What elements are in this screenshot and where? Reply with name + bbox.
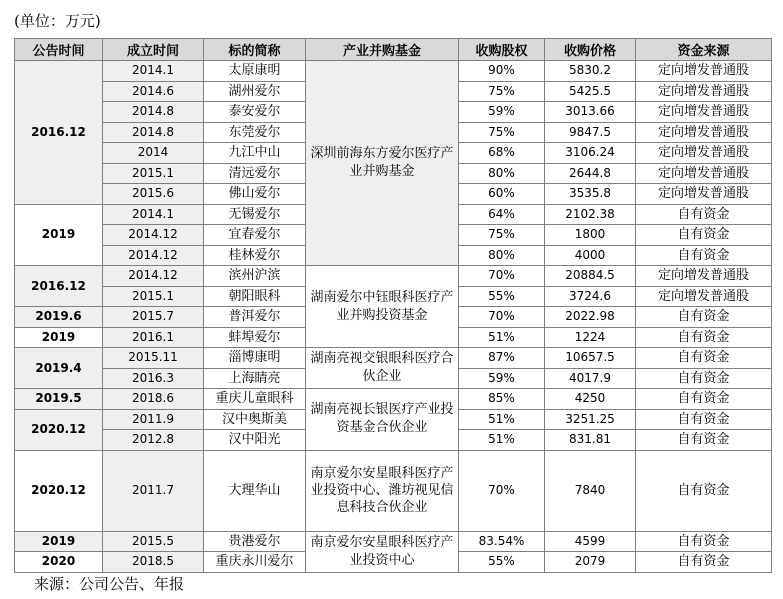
target-cell: 大理华山 [204, 450, 306, 531]
target-cell: 重庆儿童眼科 [204, 389, 306, 410]
price-cell: 20884.5 [545, 266, 636, 287]
funding-cell: 定向增发普通股 [636, 266, 772, 287]
stake-cell: 90% [459, 61, 545, 82]
price-cell: 4250 [545, 389, 636, 410]
pub-date-cell: 2019.5 [15, 389, 103, 410]
header-row [15, 39, 772, 61]
stake-cell: 87% [459, 348, 545, 369]
funding-cell: 定向增发普通股 [636, 81, 772, 102]
est-date-cell: 2014.6 [103, 81, 204, 102]
fund-cell: 湖南爱尔中钰眼科医疗产业并购投资基金 [306, 266, 459, 348]
price-cell: 3251.25 [545, 409, 636, 430]
pub-date-cell: 2020 [15, 552, 103, 573]
target-cell: 上海睛亮 [204, 368, 306, 389]
target-cell: 东莞爱尔 [204, 122, 306, 143]
pub-date-cell: 2019 [15, 531, 103, 552]
price-cell: 4599 [545, 531, 636, 552]
stake-cell: 59% [459, 102, 545, 123]
pub-date-cell: 2016.12 [15, 266, 103, 307]
est-date-cell: 2014.1 [103, 61, 204, 82]
price-cell: 2102.38 [545, 204, 636, 225]
funding-cell: 定向增发普通股 [636, 286, 772, 307]
target-cell: 汉中奥斯美 [204, 409, 306, 430]
funding-cell: 自有资金 [636, 348, 772, 369]
fund-cell: 南京爱尔安星眼科医疗产业投资中心 [306, 531, 459, 572]
est-date-cell: 2014.8 [103, 122, 204, 143]
fund-cell: 深圳前海东方爱尔医疗产业并购基金 [306, 61, 459, 266]
target-cell: 贵港爱尔 [204, 531, 306, 552]
price-cell: 3724.6 [545, 286, 636, 307]
est-date-cell: 2014.12 [103, 225, 204, 246]
funding-cell: 定向增发普通股 [636, 122, 772, 143]
stake-cell: 75% [459, 225, 545, 246]
stake-cell: 64% [459, 204, 545, 225]
funding-cell: 自有资金 [636, 245, 772, 266]
price-cell: 1224 [545, 327, 636, 348]
target-cell: 桂林爱尔 [204, 245, 306, 266]
stake-cell: 68% [459, 143, 545, 164]
header-price: 收购价格 [545, 39, 636, 61]
funding-cell: 自有资金 [636, 204, 772, 225]
price-cell: 1800 [545, 225, 636, 246]
price-cell: 4000 [545, 245, 636, 266]
target-cell: 蚌埠爱尔 [204, 327, 306, 348]
stake-cell: 70% [459, 266, 545, 287]
table-row [15, 389, 772, 410]
header-est-date: 成立时间 [103, 39, 204, 61]
funding-cell: 自有资金 [636, 389, 772, 410]
funding-cell: 自有资金 [636, 450, 772, 531]
funding-cell: 自有资金 [636, 409, 772, 430]
stake-cell: 51% [459, 409, 545, 430]
pub-date-cell: 2020.12 [15, 409, 103, 450]
table-row [15, 348, 772, 369]
est-date-cell: 2016.1 [103, 327, 204, 348]
est-date-cell: 2015.11 [103, 348, 204, 369]
header-target: 标的简称 [204, 39, 306, 61]
stake-cell: 80% [459, 245, 545, 266]
est-date-cell: 2018.6 [103, 389, 204, 410]
funding-cell: 自有资金 [636, 531, 772, 552]
price-cell: 2644.8 [545, 163, 636, 184]
target-cell: 佛山爱尔 [204, 184, 306, 205]
pub-date-cell: 2019 [15, 204, 103, 266]
stake-cell: 51% [459, 430, 545, 451]
est-date-cell: 2011.9 [103, 409, 204, 430]
table-row [15, 450, 772, 531]
pub-date-cell: 2016.12 [15, 61, 103, 205]
header-fund: 产业并购基金 [306, 39, 459, 61]
funding-cell: 自有资金 [636, 430, 772, 451]
funding-cell: 自有资金 [636, 368, 772, 389]
funding-cell: 定向增发普通股 [636, 143, 772, 164]
price-cell: 9847.5 [545, 122, 636, 143]
table-row [15, 61, 772, 82]
est-date-cell: 2011.7 [103, 450, 204, 531]
price-cell: 2079 [545, 552, 636, 573]
est-date-cell: 2015.1 [103, 286, 204, 307]
target-cell: 泰安爱尔 [204, 102, 306, 123]
target-cell: 太原康明 [204, 61, 306, 82]
stake-cell: 51% [459, 327, 545, 348]
stake-cell: 55% [459, 552, 545, 573]
est-date-cell: 2015.5 [103, 531, 204, 552]
target-cell: 无锡爱尔 [204, 204, 306, 225]
price-cell: 5830.2 [545, 61, 636, 82]
stake-cell: 83.54% [459, 531, 545, 552]
pub-date-cell: 2020.12 [15, 450, 103, 531]
funding-cell: 自有资金 [636, 327, 772, 348]
target-cell: 九江中山 [204, 143, 306, 164]
source-note: 来源：公司公告、年报 [34, 575, 185, 593]
price-cell: 3106.24 [545, 143, 636, 164]
stake-cell: 80% [459, 163, 545, 184]
funding-cell: 定向增发普通股 [636, 184, 772, 205]
target-cell: 淄博康明 [204, 348, 306, 369]
funding-cell: 自有资金 [636, 307, 772, 328]
est-date-cell: 2012.8 [103, 430, 204, 451]
price-cell: 7840 [545, 450, 636, 531]
funding-cell: 定向增发普通股 [636, 61, 772, 82]
est-date-cell: 2014 [103, 143, 204, 164]
target-cell: 宜春爱尔 [204, 225, 306, 246]
pub-date-cell: 2019.6 [15, 307, 103, 328]
est-date-cell: 2018.5 [103, 552, 204, 573]
price-cell: 5425.5 [545, 81, 636, 102]
est-date-cell: 2016.3 [103, 368, 204, 389]
header-funding: 资金来源 [636, 39, 772, 61]
target-cell: 重庆永川爱尔 [204, 552, 306, 573]
target-cell: 朝阳眼科 [204, 286, 306, 307]
price-cell: 831.81 [545, 430, 636, 451]
table-row [15, 266, 772, 287]
funding-cell: 定向增发普通股 [636, 163, 772, 184]
stake-cell: 59% [459, 368, 545, 389]
stake-cell: 60% [459, 184, 545, 205]
fund-cell: 湖南亮视交银眼科医疗合伙企业 [306, 348, 459, 389]
est-date-cell: 2014.12 [103, 266, 204, 287]
pub-date-cell: 2019 [15, 327, 103, 348]
acquisition-table [14, 38, 772, 573]
price-cell: 2022.98 [545, 307, 636, 328]
price-cell: 3535.8 [545, 184, 636, 205]
target-cell: 滨州沪滨 [204, 266, 306, 287]
est-date-cell: 2015.7 [103, 307, 204, 328]
target-cell: 汉中阳光 [204, 430, 306, 451]
stake-cell: 55% [459, 286, 545, 307]
stake-cell: 85% [459, 389, 545, 410]
est-date-cell: 2015.6 [103, 184, 204, 205]
stake-cell: 70% [459, 307, 545, 328]
header-pub-date: 公告时间 [15, 39, 103, 61]
est-date-cell: 2014.1 [103, 204, 204, 225]
target-cell: 普洱爱尔 [204, 307, 306, 328]
stake-cell: 70% [459, 450, 545, 531]
target-cell: 清远爱尔 [204, 163, 306, 184]
unit-note: (单位：万元) [14, 12, 101, 30]
table-row [15, 531, 772, 552]
stake-cell: 75% [459, 122, 545, 143]
price-cell: 10657.5 [545, 348, 636, 369]
fund-cell: 湖南亮视长银医疗产业投资基金合伙企业 [306, 389, 459, 451]
price-cell: 4017.9 [545, 368, 636, 389]
est-date-cell: 2014.12 [103, 245, 204, 266]
funding-cell: 定向增发普通股 [636, 102, 772, 123]
funding-cell: 自有资金 [636, 552, 772, 573]
est-date-cell: 2015.1 [103, 163, 204, 184]
pub-date-cell: 2019.4 [15, 348, 103, 389]
fund-cell: 南京爱尔安星眼科医疗产业投资中心、潍坊视见信息科技合伙企业 [306, 450, 459, 531]
est-date-cell: 2014.8 [103, 102, 204, 123]
header-stake: 收购股权 [459, 39, 545, 61]
funding-cell: 自有资金 [636, 225, 772, 246]
price-cell: 3013.66 [545, 102, 636, 123]
target-cell: 湖州爱尔 [204, 81, 306, 102]
stake-cell: 75% [459, 81, 545, 102]
